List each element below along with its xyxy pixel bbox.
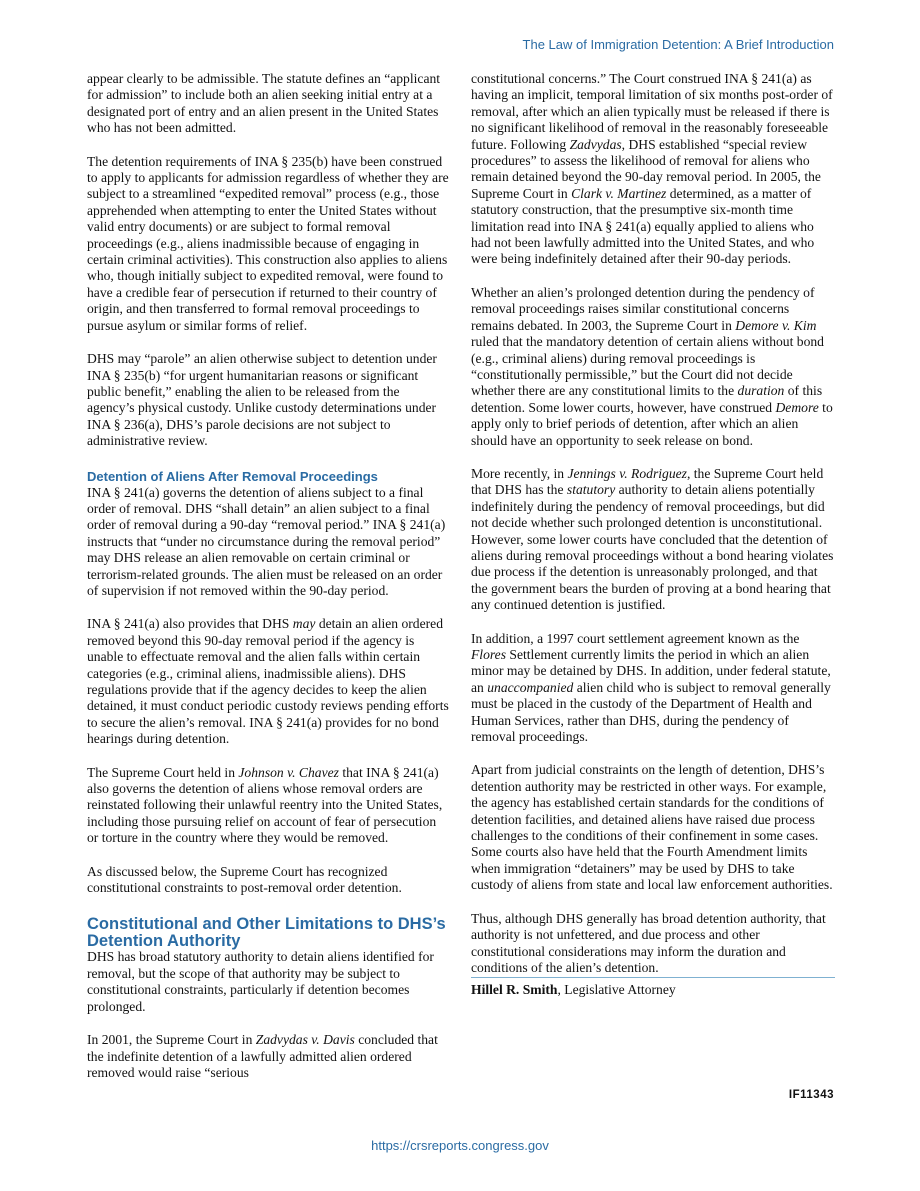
footer-url[interactable]: https://crsreports.congress.gov xyxy=(371,1138,549,1153)
paragraph: DHS may “parole” an alien otherwise subject to detention under INA § 235(b) “for urgent humanitarian reasons or significant public benefit,” enabling the alien to be released from the agency’s physical custody. Unlike custody determinations under INA § 236(a), DHS’s parole decisions are not subject to administrative review. xyxy=(87,351,437,449)
paragraph: INA § 241(a) governs the detention of aliens subject to a final order of removal. DHS “shall detain” an alien subject to a final order of removal during a 90-day “removal period.” INA § 241(a) instructs that “under no circumstance during the removal period” may DHS release an alien removable on certain criminal or terrorism-related grounds. The alien must be released on an order of supervision if not removed within the 90-day period. xyxy=(87,484,446,598)
running-header: The Law of Immigration Detention: A Brief Introduction xyxy=(522,37,834,52)
section-heading: Detention of Aliens After Removal Proceedings xyxy=(87,468,378,484)
paragraph: appear clearly to be admissible. The statute defines an “applicant for admission” to include both an alien seeking initial entry at a designated port of entry and an alien present in the United States who has not been admitted. xyxy=(87,71,441,136)
paragraph: In 2001, the Supreme Court in Zadvydas v. Davis concluded that the indefinite detention of a lawfully admitted alien ordered removed would raise “serious xyxy=(87,1032,438,1080)
paragraph: More recently, in Jennings v. Rodriguez, the Supreme Court held that DHS has the statutory authority to detain aliens potentially indefinitely during the pendency of removal proceedings, but did not decide whether such prolonged detention is unconstitutional. However, some lower courts have concluded that the detention of aliens during removal proceedings without a bond hearing violates due process if the detention is unreasonably prolonged, and that the government bears the burden of proving at a bond hearing that any continued detention is justified. xyxy=(471,465,834,613)
paragraph: Whether an alien’s prolonged detention during the pendency of removal proceedings raises similar constitutional concerns remains debated. In 2003, the Supreme Court in Demore v. Kim ruled that the mandatory detention of certain aliens without bond (e.g., criminal aliens) during removal proceedings is “constitutionally permissible,” but the Court did not decide whether there are any constitutional limits to the duration of this detention. Some lower courts, however, have construed Demore to apply only to brief periods of detention, after which an alien should have an opportunity to seek release on bond. xyxy=(471,284,833,448)
paragraph: The Supreme Court held in Johnson v. Chavez that INA § 241(a) also governs the detention of aliens whose removal orders are reinstated following their unlawful reentry into the United States, including those pursuing relief on account of fear of persecution or torture in the country where they would be removed. xyxy=(87,764,443,846)
section-heading: Constitutional and Other Limitations to DHS’s Detention Authority xyxy=(87,915,446,950)
right-column xyxy=(471,71,835,1016)
author-signature: Hillel R. Smith, Legislative Attorney xyxy=(471,982,676,998)
left-column xyxy=(87,71,449,1081)
paragraph: constitutional concerns.” The Court construed INA § 241(a) as having an implicit, temporal limitation of six months post-order of removal, after which an alien typically must be released if there is no significant likelihood of removal in the reasonably foreseeable future. Following Zadvydas, DHS established “special review procedures” to assess the likelihood of removal for aliens who remain detained beyond the 90-day removal period. In 2005, the Supreme Court in Clark v. Martinez determined, as a matter of statutory construction, that the presumptive six-month time limitation read into INA § 241(a) equally applied to aliens who had not been lawfully admitted into the United States, and who were being indefinitely detained after their 90-day periods. xyxy=(471,71,833,267)
paragraph: Apart from judicial constraints on the length of detention, DHS’s detention authority may be restricted in other ways. For example, the agency has established certain standards for the conditions of detention facilities, and detained aliens have raised due process challenges to the conditions of their confinement in some cases. Some courts also have held that the Fourth Amendment limits when immigration “detainers” may be used by DHS to take custody of aliens from state and local law enforcement authorities. xyxy=(471,762,833,893)
paragraph: As discussed below, the Supreme Court has recognized constitutional constraints to post-removal order detention. xyxy=(87,863,402,896)
document-number: IF11343 xyxy=(788,1089,834,1101)
paragraph: The detention requirements of INA § 235(b) have been construed to apply to applicants for admission regardless of whether they are subject to a streamlined “expedited removal” process (e.g., those apprehended when attempting to enter the United States without valid entry documents) or are subject to formal removal proceedings (e.g., aliens inadmissible because of engaging in certain criminal activities). This construction also applies to aliens who, though initially subject to expedited removal, were found to have a credible fear of persecution if returned to their country of origin, and then transferred to formal removal proceedings to pursue asylum or similar forms of relief. xyxy=(87,153,449,333)
paragraph: DHS has broad statutory authority to detain aliens identified for removal, but the scope of that authority may be subject to constitutional constraints, particularly if detention becomes prolonged. xyxy=(87,949,434,1014)
paragraph: Thus, although DHS generally has broad detention authority, that authority is not unfettered, and due process and other constitutional considerations may inform the duration and conditions of the alien’s detention. xyxy=(471,910,826,975)
paragraph: INA § 241(a) also provides that DHS may detain an alien ordered removed beyond this 90-day removal period if the agency is unable to effectuate removal and the alien falls within certain categories (e.g., criminal aliens, inadmissible aliens). DHS regulations provide that if the agency decides to keep the alien detained, it must conduct periodic custody reviews pending efforts to secure the alien’s removal. INA § 241(a) provides for no bond hearings during detention. xyxy=(87,616,449,747)
paragraph: In addition, a 1997 court settlement agreement known as the Flores Settlement currently limits the period in which an alien minor may be detained by DHS. In addition, under federal statute, an unaccompanied alien child who is subject to removal generally must be placed in the custody of the Department of Health and Human Services, rather than DHS, during the pendency of removal proceedings. xyxy=(471,630,831,745)
divider xyxy=(471,977,835,978)
